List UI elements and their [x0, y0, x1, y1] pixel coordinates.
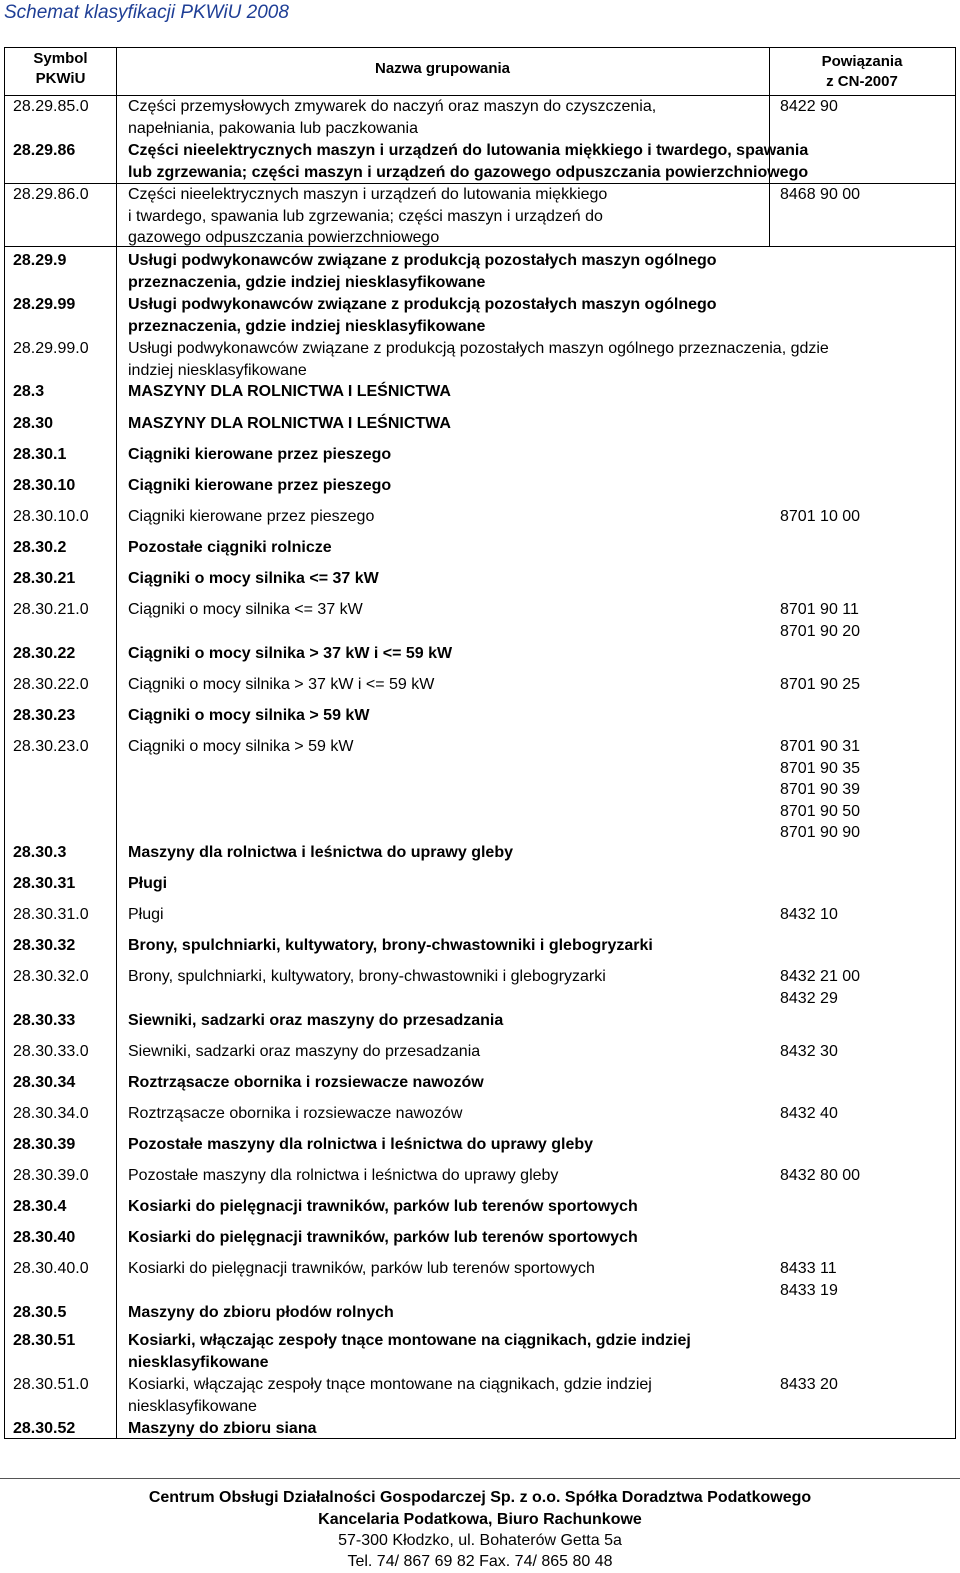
row-name — [128, 537, 948, 559]
row-cn-code: 8701 90 90 — [780, 824, 861, 841]
row-name — [128, 338, 948, 381]
row-cn-codes — [780, 184, 950, 206]
row-symbol: 28.30.5 — [13, 1304, 67, 1321]
row-name-line: Maszyny do zbioru płodów rolnych — [128, 1304, 394, 1321]
row-name-line: Kosiarki do pielęgnacji trawników, parków lub terenów sportowych — [128, 1260, 595, 1277]
row-name-line: Ciągniki o mocy silnika > 59 kW — [128, 707, 370, 724]
row-symbol: 28.30.1 — [13, 446, 67, 463]
row-symbol: 28.29.86.0 — [13, 186, 89, 203]
row-name-line: Ciągniki o mocy silnika <= 37 kW — [128, 570, 379, 587]
row-name — [128, 475, 948, 497]
row-cn-code: 8433 11 — [780, 1260, 837, 1277]
row-cn-code: 8432 10 — [780, 906, 838, 923]
row-name — [128, 381, 948, 403]
row-name — [128, 1196, 948, 1218]
row-name-line: niesklasyfikowane — [128, 1397, 257, 1415]
row-name-line: Ciągniki o mocy silnika <= 37 kW — [128, 601, 363, 618]
row-name — [128, 842, 948, 864]
row-name — [128, 966, 768, 988]
row-divider — [5, 183, 955, 184]
document-title: Schemat klasyfikacji PKWiU 2008 — [4, 2, 289, 23]
footer-address: 57-300 Kłodzko, ul. Bohaterów Getta 5a — [338, 1532, 622, 1549]
row-cn-code: 8432 80 00 — [780, 1167, 861, 1184]
row-symbol: 28.30.52 — [13, 1420, 76, 1437]
row-symbol: 28.30.10.0 — [13, 508, 89, 525]
row-name-line: Siewniki, sadzarki oraz maszyny do przesadzania — [128, 1012, 504, 1029]
row-cn-codes — [780, 1103, 950, 1125]
row-name — [128, 140, 948, 183]
row-name — [128, 643, 948, 665]
row-name — [128, 568, 948, 590]
row-name-line: Ciągniki o mocy silnika > 59 kW — [128, 738, 354, 755]
header-symbol-line1: Symbol — [33, 50, 88, 67]
row-cn-code: 8701 90 20 — [780, 622, 861, 640]
row-name-line: Roztrząsacze obornika i rozsiewacze nawozów — [128, 1105, 463, 1122]
row-symbol: 28.30.33.0 — [13, 1043, 89, 1060]
row-name — [128, 1041, 768, 1063]
header-symbol — [5, 49, 116, 89]
row-name — [128, 413, 948, 435]
header-symbol-line2: PKWiU — [35, 70, 86, 87]
row-symbol: 28.30.32 — [13, 937, 76, 954]
row-symbol: 28.30.40.0 — [13, 1260, 89, 1277]
row-name — [128, 1134, 948, 1156]
row-cn-code: 8701 90 31 — [780, 738, 861, 755]
row-cn-codes — [780, 599, 950, 642]
row-symbol: 28.29.99.0 — [13, 340, 89, 357]
row-symbol: 28.30.39 — [13, 1136, 76, 1153]
row-name — [128, 904, 768, 926]
row-name-line: Ciągniki o mocy silnika > 37 kW i <= 59 kW — [128, 676, 435, 693]
row-name-line: Siewniki, sadzarki oraz maszyny do przesadzania — [128, 1043, 481, 1060]
row-name — [128, 506, 768, 528]
row-cn-codes — [780, 1374, 950, 1396]
row-name-line: Usługi podwykonawców związane z produkcją pozostałych maszyn ogólnego — [128, 252, 717, 269]
row-name-line: indziej niesklasyfikowane — [128, 361, 307, 379]
row-name-line: Ciągniki kierowane przez pieszego — [128, 477, 392, 494]
row-symbol: 28.30.51.0 — [13, 1376, 89, 1393]
row-name-line: Roztrząsacze obornika i rozsiewacze nawozów — [128, 1074, 484, 1091]
row-name — [128, 96, 768, 139]
header-cn-line1: Powiązania — [821, 53, 903, 70]
row-name-line: Usługi podwykonawców związane z produkcją pozostałych maszyn ogólnego przeznaczenia, gdzie — [128, 340, 829, 357]
row-cn-code: 8433 19 — [780, 1281, 838, 1299]
row-name — [128, 1374, 768, 1417]
row-symbol: 28.3 — [13, 383, 45, 400]
row-cn-code: 8701 90 11 — [780, 601, 859, 618]
row-cn-code: 8701 90 35 — [780, 759, 861, 777]
row-symbol: 28.30.23.0 — [13, 738, 89, 755]
row-symbol: 28.30.51 — [13, 1332, 76, 1349]
row-name — [128, 1103, 768, 1125]
header-name: Nazwa grupowania — [374, 60, 511, 77]
row-name-line: Pozostałe ciągniki rolnicze — [128, 539, 332, 556]
row-cn-codes — [780, 1258, 950, 1301]
row-name-line: Kosiarki do pielęgnacji trawników, parków lub terenów sportowych — [128, 1198, 638, 1215]
row-name-line: Kosiarki, włączając zespoły tnące montowane na ciągnikach, gdzie indziej — [128, 1376, 652, 1393]
row-name-line: przeznaczenia, gdzie indziej niesklasyfikowane — [128, 273, 486, 291]
row-symbol: 28.29.9 — [13, 252, 67, 269]
row-name-line: Kosiarki do pielęgnacji trawników, parków lub terenów sportowych — [128, 1229, 638, 1246]
row-cn-codes — [780, 966, 950, 1009]
row-name-line: Ciągniki kierowane przez pieszego — [128, 508, 375, 525]
row-symbol: 28.29.86 — [13, 142, 76, 159]
row-cn-code: 8432 29 — [780, 989, 838, 1007]
row-name-line: Kosiarki, włączając zespoły tnące montowane na ciągnikach, gdzie indziej — [128, 1332, 691, 1349]
footer-divider — [0, 1478, 960, 1479]
row-symbol: 28.30.33 — [13, 1012, 76, 1029]
header-cn-line2: z CN-2007 — [826, 73, 898, 90]
row-cn-codes — [780, 1165, 950, 1187]
row-name-line: MASZYNY DLA ROLNICTWA I LEŚNICTWA — [128, 383, 451, 400]
row-divider — [5, 246, 955, 247]
row-cn-codes — [780, 904, 950, 926]
row-name-line: lub zgrzewania; części maszyn i urządzeń do gazowego odpuszczania powierzchniowego — [128, 163, 809, 181]
row-cn-code: 8433 20 — [780, 1376, 838, 1393]
row-name-line: Części przemysłowych zmywarek do naczyń oraz maszyn do czyszczenia, — [128, 98, 657, 115]
row-cn-code: 8432 30 — [780, 1043, 838, 1060]
row-cn-codes — [780, 736, 950, 844]
row-symbol: 28.29.85.0 — [13, 98, 89, 115]
row-name-line: Usługi podwykonawców związane z produkcją pozostałych maszyn ogólnego — [128, 296, 717, 313]
row-symbol: 28.30 — [13, 415, 54, 432]
row-name-line: Pozostałe maszyny dla rolnictwa i leśnictwa do uprawy gleby — [128, 1136, 594, 1153]
row-symbol: 28.30.22.0 — [13, 676, 89, 693]
row-symbol: 28.30.4 — [13, 1198, 67, 1215]
row-name-line: Pozostałe maszyny dla rolnictwa i leśnictwa do uprawy gleby — [128, 1167, 559, 1184]
row-divider — [5, 95, 955, 96]
row-cn-codes — [780, 1041, 950, 1063]
row-name-line: napełniania, pakowania lub paczkowania — [128, 119, 418, 137]
row-name — [128, 1258, 768, 1280]
row-cn-codes — [780, 506, 950, 528]
row-name — [128, 705, 948, 727]
row-name-line: Ciągniki kierowane przez pieszego — [128, 446, 392, 463]
row-name-line: Maszyny do zbioru siana — [128, 1420, 317, 1437]
row-name — [128, 1227, 948, 1249]
row-cn-code: 8701 90 25 — [780, 676, 861, 693]
row-cn-code: 8701 90 39 — [780, 781, 861, 798]
row-symbol: 28.30.34 — [13, 1074, 76, 1091]
row-name-line: przeznaczenia, gdzie indziej niesklasyfikowane — [128, 317, 486, 335]
row-name — [128, 736, 768, 758]
row-name — [128, 935, 948, 957]
row-symbol: 28.30.39.0 — [13, 1167, 89, 1184]
row-name-line: Części nieelektrycznych maszyn i urządzeń do lutowania miękkiego — [128, 186, 608, 203]
row-name — [128, 599, 768, 621]
row-symbol: 28.30.10 — [13, 477, 76, 494]
row-symbol: 28.30.3 — [13, 844, 67, 861]
header-cn — [769, 52, 955, 92]
row-name-line: Brony, spulchniarki, kultywatory, brony-chwastowniki i glebogryzarki — [128, 968, 606, 985]
row-symbol: 28.30.31 — [13, 875, 76, 892]
row-name-line: niesklasyfikowane — [128, 1353, 269, 1371]
row-name-line: Ciągniki o mocy silnika > 37 kW i <= 59 kW — [128, 645, 453, 662]
row-name — [128, 674, 768, 696]
row-name — [128, 250, 948, 293]
row-name-line: i twardego, spawania lub zgrzewania; części maszyn i urządzeń do — [128, 207, 603, 225]
footer-contact: Tel. 74/ 867 69 82 Fax. 74/ 865 80 48 — [347, 1553, 613, 1570]
row-name — [128, 294, 948, 337]
row-name — [128, 1418, 948, 1440]
row-symbol: 28.30.21 — [13, 570, 76, 587]
row-cn-codes — [780, 96, 950, 118]
row-cn-code: 8432 40 — [780, 1105, 838, 1122]
row-cn-code: 8422 90 — [780, 98, 838, 115]
row-name — [128, 1330, 948, 1373]
row-symbol: 28.30.34.0 — [13, 1105, 89, 1122]
row-name — [128, 184, 768, 249]
row-name-line: Pługi — [128, 875, 168, 892]
row-name-line: Pługi — [128, 906, 164, 923]
row-symbol: 28.30.31.0 — [13, 906, 89, 923]
row-name-line: Brony, spulchniarki, kultywatory, brony-chwastowniki i glebogryzarki — [128, 937, 653, 954]
row-cn-code: 8701 10 00 — [780, 508, 861, 525]
row-symbol: 28.30.2 — [13, 539, 67, 556]
row-symbol: 28.30.21.0 — [13, 601, 89, 618]
row-name — [128, 1165, 768, 1187]
classification-table — [4, 47, 956, 1439]
row-cn-code: 8432 21 00 — [780, 968, 861, 985]
row-name-line: gazowego odpuszczania powierzchniowego — [128, 229, 440, 246]
row-cn-code: 8468 90 00 — [780, 186, 861, 203]
footer-company: Centrum Obsługi Działalności Gospodarczej Sp. z o.o. Spółka Doradztwa Podatkowego — [148, 1489, 812, 1506]
row-name — [128, 873, 948, 895]
row-symbol: 28.30.22 — [13, 645, 76, 662]
row-name — [128, 1010, 948, 1032]
row-cn-code: 8701 90 50 — [780, 802, 861, 820]
row-name-line: Maszyny dla rolnictwa i leśnictwa do uprawy gleby — [128, 844, 513, 861]
row-symbol: 28.30.32.0 — [13, 968, 89, 985]
row-name — [128, 444, 948, 466]
row-name-line: MASZYNY DLA ROLNICTWA I LEŚNICTWA — [128, 415, 451, 432]
row-symbol: 28.30.23 — [13, 707, 76, 724]
row-symbol: 28.29.99 — [13, 296, 76, 313]
row-name-line: Części nieelektrycznych maszyn i urządzeń do lutowania miękkiego i twardego, spawania — [128, 142, 809, 159]
row-name — [128, 1302, 948, 1324]
row-symbol: 28.30.40 — [13, 1229, 76, 1246]
row-name — [128, 1072, 948, 1094]
row-cn-codes — [780, 674, 950, 696]
footer-office: Kancelaria Podatkowa, Biuro Rachunkowe — [318, 1511, 642, 1528]
